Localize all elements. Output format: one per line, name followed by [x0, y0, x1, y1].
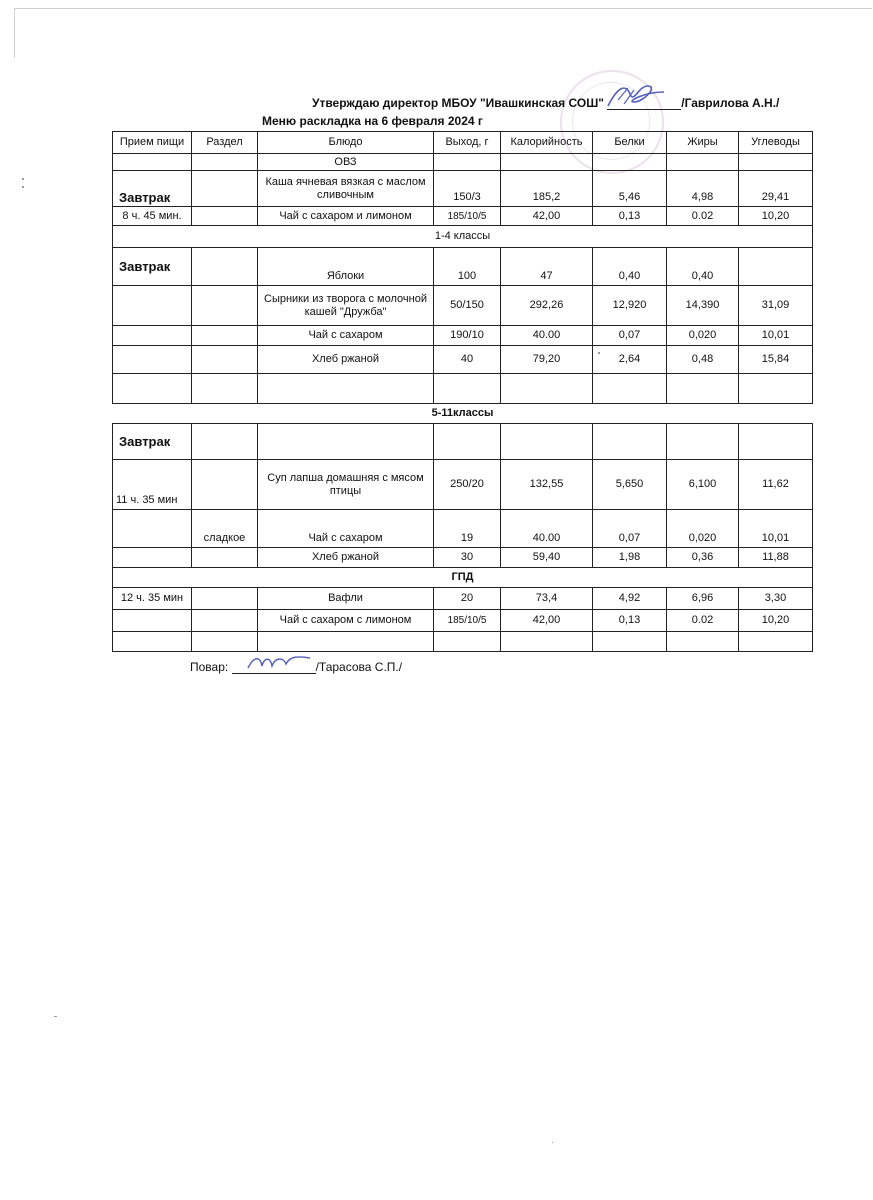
protein: 5,650	[593, 460, 667, 510]
scan-speck	[552, 1142, 553, 1143]
cook-name: /Тарасова С.П./	[315, 660, 403, 674]
dish-name: Хлеб ржаной	[258, 346, 434, 374]
col-header: Углеводы	[739, 132, 813, 154]
scan-speck	[598, 352, 600, 354]
table-row	[113, 374, 813, 404]
table-row	[113, 548, 813, 568]
dish-name: Вафли	[258, 588, 434, 610]
calories: 132,55	[501, 460, 593, 510]
cook-label: Повар:	[190, 660, 229, 674]
section-row	[113, 404, 813, 424]
carbs: 31,09	[739, 286, 813, 326]
table-row	[113, 632, 813, 652]
approval-line	[312, 96, 779, 110]
section-label-1-4: 1-4 классы	[113, 226, 813, 248]
yield: 30	[434, 548, 501, 568]
calories: 40.00	[501, 326, 593, 346]
yield: 20	[434, 588, 501, 610]
dish-name: Чай с сахаром и лимоном	[258, 207, 434, 226]
table-row	[113, 510, 813, 548]
calories: 292,26	[501, 286, 593, 326]
carbs: 15,84	[739, 346, 813, 374]
carbs: 10,01	[739, 326, 813, 346]
fat: 0.02	[667, 610, 739, 632]
protein: 0,13	[593, 207, 667, 226]
table-row	[113, 326, 813, 346]
calories: 79,20	[501, 346, 593, 374]
fat: 0,020	[667, 326, 739, 346]
ovz-label: ОВЗ	[258, 154, 434, 171]
meal-time: 12 ч. 35 мин	[113, 588, 192, 610]
dish-name: Сырники из творога с молочной кашей "Дружба"	[258, 286, 434, 326]
carbs: 11,62	[739, 460, 813, 510]
protein: 0,07	[593, 510, 667, 548]
carbs: 3,30	[739, 588, 813, 610]
calories: 42,00	[501, 610, 593, 632]
dish-name: Хлеб ржаной	[258, 548, 434, 568]
scan-speck	[22, 178, 24, 180]
col-header: Прием пищи	[113, 132, 192, 154]
yield: 190/10	[434, 326, 501, 346]
page-edge-left	[14, 8, 15, 58]
protein: 12,920	[593, 286, 667, 326]
fat: 0.02	[667, 207, 739, 226]
table-row	[113, 346, 813, 374]
col-header: Раздел	[192, 132, 258, 154]
fat: 0,36	[667, 548, 739, 568]
header-row	[113, 132, 813, 154]
fat: 6,100	[667, 460, 739, 510]
yield: 50/150	[434, 286, 501, 326]
fat: 0,020	[667, 510, 739, 548]
calories: 42,00	[501, 207, 593, 226]
menu-table	[112, 131, 813, 652]
fat: 6,96	[667, 588, 739, 610]
yield: 185/10/5	[434, 610, 501, 632]
director-name: /Гаврилова А.Н./	[681, 96, 780, 110]
meal-name: Завтрак	[113, 171, 192, 207]
col-header: Калорийность	[501, 132, 593, 154]
meal-name: Завтрак	[113, 248, 192, 286]
yield: 40	[434, 346, 501, 374]
yield: 185/10/5	[434, 207, 501, 226]
carbs: 10,01	[739, 510, 813, 548]
approval-label: Утверждаю директор МБОУ "Ивашкинская СОШ"	[312, 96, 604, 110]
table-row	[113, 460, 813, 510]
dish-name: Чай с сахаром	[258, 326, 434, 346]
table-row	[113, 248, 813, 286]
yield: 250/20	[434, 460, 501, 510]
protein: 1,98	[593, 548, 667, 568]
table-row	[113, 286, 813, 326]
table-row	[113, 424, 813, 460]
scan-speck	[54, 1016, 57, 1017]
dish-name: Яблоки	[258, 248, 434, 286]
carbs: 10,20	[739, 207, 813, 226]
yield: 100	[434, 248, 501, 286]
director-signature	[604, 80, 668, 112]
table-row	[113, 588, 813, 610]
section-name: сладкое	[192, 510, 258, 548]
section-row	[113, 226, 813, 248]
calories: 40.00	[501, 510, 593, 548]
carbs	[739, 248, 813, 286]
scan-speck	[22, 186, 24, 188]
dish-name: Каша ячневая вязкая с маслом сливочным	[258, 171, 434, 207]
dish-name: Чай с сахаром с лимоном	[258, 610, 434, 632]
calories: 47	[501, 248, 593, 286]
table-row	[113, 610, 813, 632]
section-label-gpd: ГПД	[113, 568, 813, 588]
carbs: 29,41	[739, 171, 813, 207]
col-header: Блюдо	[258, 132, 434, 154]
yield: 19	[434, 510, 501, 548]
protein: 0,13	[593, 610, 667, 632]
fat: 14,390	[667, 286, 739, 326]
yield: 150/3	[434, 171, 501, 207]
dish-name: Суп лапша домашняя с мясом птицы	[258, 460, 434, 510]
table-row	[113, 154, 813, 171]
meal-time: 11 ч. 35 мин	[113, 460, 192, 510]
protein: 5,46	[593, 171, 667, 207]
dish-name: Чай с сахаром	[258, 510, 434, 548]
calories: 73,4	[501, 588, 593, 610]
section-label-5-11: 5-11классы	[113, 404, 813, 424]
meal-time: 8 ч. 45 мин.	[113, 207, 192, 226]
meal-name: Завтрак	[113, 424, 192, 460]
col-header: Жиры	[667, 132, 739, 154]
protein: 0,07	[593, 326, 667, 346]
carbs: 11,88	[739, 548, 813, 568]
table-row	[113, 207, 813, 226]
fat: 0,48	[667, 346, 739, 374]
protein: 2,64	[593, 346, 667, 374]
fat: 4,98	[667, 171, 739, 207]
col-header: Белки	[593, 132, 667, 154]
table-row	[113, 171, 813, 207]
protein: 0,40	[593, 248, 667, 286]
col-header: Выход, г	[434, 132, 501, 154]
page-edge-top	[14, 8, 872, 9]
carbs: 10,20	[739, 610, 813, 632]
protein: 4,92	[593, 588, 667, 610]
calories: 185,2	[501, 171, 593, 207]
menu-title: Меню раскладка на 6 февраля 2024 г	[262, 114, 483, 128]
fat: 0,40	[667, 248, 739, 286]
section-row	[113, 568, 813, 588]
calories: 59,40	[501, 548, 593, 568]
cook-signature	[244, 650, 314, 676]
section-name	[192, 460, 258, 510]
